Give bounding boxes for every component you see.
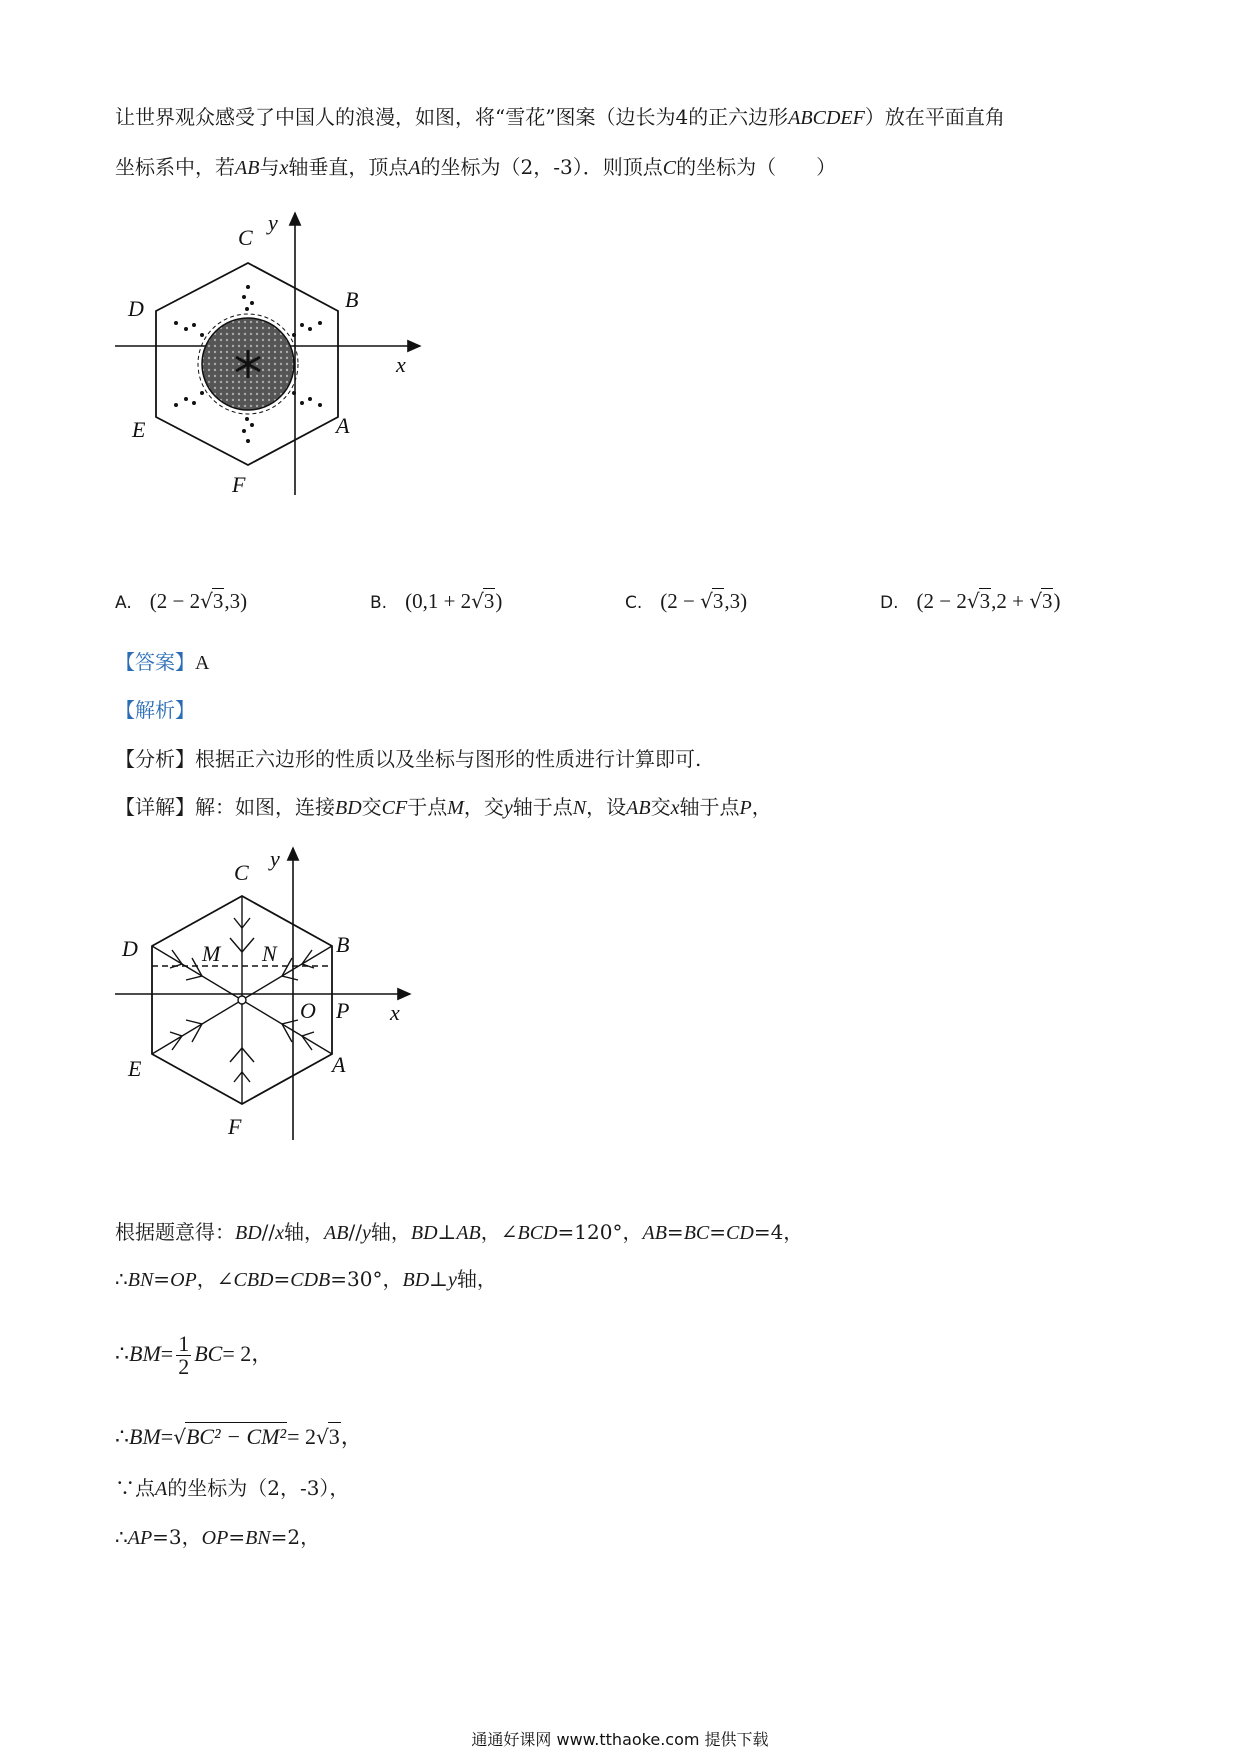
label-e: E bbox=[132, 417, 146, 442]
label-y: y bbox=[268, 210, 278, 235]
sqrt-icon: √ bbox=[1029, 589, 1042, 613]
label-m: M bbox=[202, 941, 221, 966]
label-x: x bbox=[396, 352, 406, 377]
option-c[interactable]: C. (2 − √3,3) bbox=[625, 589, 748, 613]
label-o: O bbox=[300, 998, 316, 1023]
sqrt-icon: √ bbox=[173, 1425, 186, 1449]
step-4: ∴BM=√BC² − CM²= 2√3， bbox=[115, 1424, 363, 1450]
option-a[interactable]: A. (2 − 2√3,3) bbox=[115, 589, 248, 613]
option-d[interactable]: D. (2 − 2√3,2 + √3) bbox=[880, 589, 1061, 613]
sqrt-icon: √ bbox=[700, 589, 713, 613]
fraction-one-half: $\frac{1}{2}$ bbox=[178, 1330, 190, 1379]
fenxi-line: 【分析】根据正六边形的性质以及坐标与图形的性质进行计算即可. bbox=[115, 747, 702, 771]
step-6: ∴AP=3，OP=BN=2， bbox=[115, 1525, 321, 1549]
label-d: D bbox=[128, 296, 144, 321]
label-b: B bbox=[345, 287, 359, 312]
answer-line: 【答案】A bbox=[115, 650, 210, 674]
step-5: ∵点A的坐标为（2，-3）， bbox=[115, 1476, 350, 1500]
label-d: D bbox=[122, 936, 138, 961]
label-a: A bbox=[332, 1052, 346, 1077]
label-n: N bbox=[262, 941, 277, 966]
figure-2-construction bbox=[110, 840, 430, 1150]
sqrt-icon: √ bbox=[966, 589, 980, 613]
label-a: A bbox=[336, 413, 350, 438]
label-e: E bbox=[128, 1056, 142, 1081]
step-2: ∴BN=OP，∠CBD=CDB=30°，BD⊥y轴， bbox=[115, 1267, 497, 1291]
center-point bbox=[238, 996, 246, 1004]
option-b[interactable]: B. (0,1 + 2√3) bbox=[370, 589, 503, 613]
step-1: 根据题意得：BD//x轴，AB//y轴，BD⊥AB，∠BCD=120°，AB=BC=CD=4， bbox=[115, 1220, 804, 1244]
sqrt-icon: √ bbox=[471, 589, 484, 613]
page-footer: 通通好课网 www.tthaoke.com 提供下载 bbox=[471, 1730, 769, 1749]
sqrt-icon: √ bbox=[200, 589, 213, 613]
label-p: P bbox=[336, 998, 350, 1023]
figure-1-snowflake-hexagon bbox=[110, 205, 430, 505]
label-x: x bbox=[390, 1000, 400, 1025]
analysis-tag: 【解析】 bbox=[115, 698, 195, 722]
question-line-1: 让世界观众感受了中国人的浪漫，如图，将“雪花”图案（边长为4的正六边形ABCDEF）放在平面直角 bbox=[115, 105, 1005, 129]
label-f: F bbox=[228, 1114, 242, 1139]
sqrt-icon: √ bbox=[316, 1425, 329, 1449]
label-b: B bbox=[336, 932, 350, 957]
question-line-2: 坐标系中，若AB与x轴垂直，顶点A的坐标为（2，-3）．则顶点C的坐标为（ ） bbox=[115, 155, 837, 179]
label-c: C bbox=[238, 225, 253, 250]
label-y: y bbox=[270, 846, 280, 871]
step-3: ∴BM= $\frac{1}{2}$ BC= 2， bbox=[115, 1330, 274, 1379]
xiangjie-line: 【详解】解：如图，连接BD交CF于点M，交y轴于点N，设AB交x轴于点P， bbox=[115, 795, 772, 819]
label-f: F bbox=[232, 472, 246, 497]
label-c: C bbox=[234, 860, 249, 885]
